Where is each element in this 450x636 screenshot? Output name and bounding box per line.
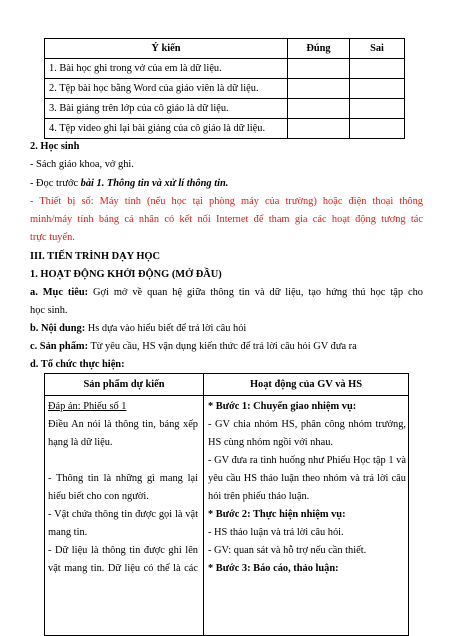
muc-tieu-line1: a. Mục tiêu: Gợi mở về quan hệ giữa thông tin và dữ liệu, tạo hứng thú học tập cho <box>30 287 423 298</box>
header-opinion: Ý kiến <box>45 39 288 59</box>
true-cell <box>288 79 350 99</box>
definition-info: - Thông tin là những gì mang lại <box>48 473 198 484</box>
answer-label: Đáp án: Phiếu số 1 <box>48 401 127 412</box>
header-true: Đúng <box>288 39 350 59</box>
opinion-text: 2. Tệp bài học bằng Word của giáo viên là dữ liệu. <box>45 79 288 99</box>
false-cell <box>350 99 405 119</box>
header-activity: Hoạt động của GV và HS <box>249 379 363 390</box>
table-row <box>45 59 405 79</box>
activity-cell: * Bước 1: Chuyển giao nhiệm vụ: - GV chia nhóm HS, phân công nhóm trưởng, HS cùng nhóm ngồi với nhau. - GV đưa ra tình huống như Phiếu Học tập 1 và yêu cầu HS thảo luận theo nhóm và trả lời câu hỏi trên phiếu thảo luận. * Bước 2: Thực hiện nhiệm vụ: - HS thảo luận và trả lời câu hỏi. - GV: quan sát và hỗ trợ nếu cần thiết. * Bước 3: Báo cáo, thảo luận: <box>208 398 406 578</box>
to-chuc: d. Tổ chức thực hiện: <box>30 359 125 370</box>
step-2-heading: * Bước 2: Thực hiện nhiệm vụ: <box>208 509 346 520</box>
hoc-sinh-line2: - Đọc trước bài 1. Thông tin và xử lí thông tin. <box>30 178 229 189</box>
definition-carrier: - Vật chứa thông tin được gọi là vật <box>48 509 198 520</box>
false-cell <box>350 59 405 79</box>
lesson-title: bài 1. Thông tin và xử lí thông tin. <box>80 178 229 189</box>
true-cell <box>288 99 350 119</box>
hoc-sinh-line1: - Sách giáo khoa, vở ghi. <box>30 159 134 170</box>
muc-tieu-line2: học sinh. <box>30 305 68 316</box>
header-false: Sai <box>350 39 405 59</box>
san-pham: c. Sản phẩm: Từ yêu cầu, HS vận dụng kiến thức để trả lời câu hỏi GV đưa ra <box>30 341 357 352</box>
device-line1: - Thiết bị số: Máy tính (nếu học tại phòng máy của trường) hoặc điện thoại thông <box>30 196 423 207</box>
step-1-heading: * Bước 1: Chuyển giao nhiệm vụ: <box>208 401 357 412</box>
activity-table <box>44 373 409 636</box>
heading-hoc-sinh: 2. Học sinh <box>30 141 80 152</box>
step-3-heading: * Bước 3: Báo cáo, thảo luận: <box>208 563 339 574</box>
device-line3: trực tuyến. <box>30 232 75 243</box>
opinion-text: 1. Bài học ghi trong vở của em là dữ liệu. <box>45 59 288 79</box>
opinion-text: 3. Bài giảng trên lớp của cô giáo là dữ liệu. <box>45 99 288 119</box>
opinion-table-header <box>45 39 405 59</box>
opinion-text: 4. Tệp video ghi lại bài giảng của cô giáo là dữ liệu. <box>45 119 288 139</box>
header-expected-product: Sản phẩm dự kiến <box>83 379 165 390</box>
table-row <box>45 119 405 139</box>
subsection-heading: 1. HOẠT ĐỘNG KHỞI ĐỘNG (MỞ ĐẦU) <box>30 269 222 280</box>
definition-data: - Dữ liệu là thông tin được ghi lên <box>48 545 198 556</box>
true-cell <box>288 59 350 79</box>
section-heading: III. TIẾN TRÌNH DẠY HỌC <box>30 251 161 262</box>
false-cell <box>350 79 405 99</box>
true-cell <box>288 119 350 139</box>
answer-text: Điều An nói là thông tin, bảng xếp <box>48 419 198 430</box>
false-cell <box>350 119 405 139</box>
device-line2: minh/máy tính bảng cá nhân có kết nối Internet để tham gia các hoạt động tương tác <box>30 214 423 225</box>
opinion-table <box>44 38 405 139</box>
noi-dung: b. Nội dung: Hs dựa vào hiểu biết để trả lời câu hỏi <box>30 323 247 334</box>
table-row <box>45 79 405 99</box>
expected-product-cell: Đáp án: Phiếu số 1 Điều An nói là thông tin, bảng xếp hạng là dữ liệu. - Thông tin là những gì mang lại hiểu biết cho con người. - Vật chứa thông tin được gọi là vật mang tin. - Dữ liệu là thông tin được ghi lên vật mang tin. Dữ liệu có thể là các <box>48 398 198 578</box>
table-row <box>45 99 405 119</box>
